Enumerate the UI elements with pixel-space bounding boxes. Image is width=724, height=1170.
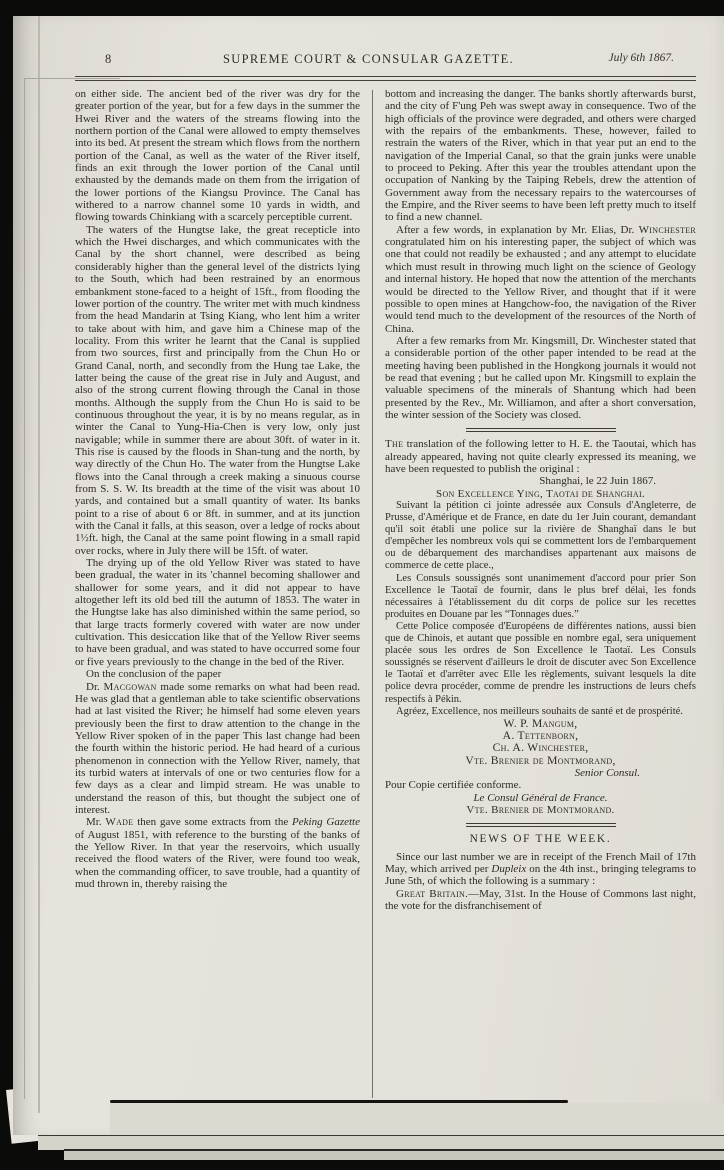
paragraph-yellow-river-drying: The drying up of the old Yellow River was stated to have been gradual, the water in its 'channel becoming shallower and shallower for some years, and it did not appear to have altogether left its old bed till the autumn of 1853. The water in the Hungtse lake has also diminished within the same period, so that large tracts formerly covered with water are now under cultivation. This desiccation like that of the Yellow River seems to have been gradual, and was stated to have occurred some four or five years previously to the change in the bed of the River. bbox=[75, 557, 360, 668]
paragraph-river-bed: on either side. The ancient bed of the river was dry for the greater portion of the year, but for a few days in the summer the Hwei River and the waters of the streams flowing into the northern portion of the Canal were allowed to empty themselves into its bed. At present the stream which flows from the northern portion of the Canal, as well as the water of the River itself, finds an exit through the lower portion of the Canal until exhausted by the demands made on them from the irrigation of the lower portions of the Kiangsu Province. The Canal has withered to a narrow channel some 10 yards in width, and flowing towards Chinkiang with a scarcely perceptible current. bbox=[75, 88, 360, 224]
article-columns bbox=[13, 88, 724, 1098]
page-title: SUPREME COURT & CONSULAR GAZETTE. bbox=[223, 52, 514, 66]
paragraph-macgowan: Dr. Macgowan made some remarks on what had been read. He was glad that a gentleman able to take scientific observations had at last visited the River; he himself had some eleven years previously been the first to draw attention to the change in the Yellow River spoken of in the paper This last change had been the fourth within the historic period. He had heard of a curious phenomenon in connection with the Yellow River, namely, that its turbid waters at intervals of one or two centuries flow for a few days as a clear and limpid stream. He was unable to understand the reason of this, but thought the subject one of interest. bbox=[75, 680, 360, 816]
paragraph-letter-intro: The translation of the following letter to H. E. the Taoutai, which has already appeared, having not quite clearly expressed its meaning, we have been requested to publish the original : bbox=[385, 438, 696, 475]
page-bottom-edge bbox=[110, 1100, 568, 1103]
letter-salutation: Son Excellence Ying, Taotai de Shanghai. bbox=[436, 487, 645, 500]
binding-edge-line bbox=[38, 16, 40, 1113]
certification-line: Pour Copie certifiée conforme. bbox=[385, 779, 522, 792]
underlying-page bbox=[110, 1103, 724, 1135]
paragraph-winchester: After a few words, in explanation by Mr. Elias, Dr. Winchester congratulated him on his interesting paper, the subject of which was one that could not readily be exhausted ; and any attempt to elucidate which must result in throwing much light on the science of Geology and internal history. He hoped that now the attention of the merchants would be directed to the Yellow River, and thought that if it were possible to open mines at Hangchow-foo, the navigation of the River would tend much to the development of the resources of the North of China. bbox=[385, 223, 696, 335]
consul-general-line: Le Consul Général de France. bbox=[473, 791, 608, 804]
paragraph-hungtse-lake: The waters of the Hungtse lake, the great recepticle into which the Hwei discharges, and which communicates with the Canal by the short channel, were described as being considerably higher than the general level of the districts lying to the South, which had been restrained by an enormous embankment stone-faced to a height of 15ft., from flooding the lower portion of the country. The writer met with much kindness from the head Mandarin at Tsing Kiang, who lent him a writer to take about with him, and gave him a Chinese map of the locality. From this writer he learnt that the Canal is supplied from two sources, first and principally from the Chun Ho or Grand Canal, north, and secondly from the Hung tae Lake, the latter being the cause of the great rise in July and August, and also of the strong current flowing through the Canal in those months. Although the supply from the Chun Ho is said to be continuous throughout the year, it is by no means regular, as in winter the Canal to Yung-Hia-Chen is very low, only just navigable; while in summer there are about 30ft. of water in it. This rise is caused by the floods in Shan-tung and the north, by way directly of the Chun Ho. The water from the Hungtse Lake flows into the Canal through a creek making a sinuous course from S. S. W. Its breadth at the time of the visit was about 10 yards, and contained but a small quantity of water. Its banks point to a rise of about 6 or 8ft. in summer, and at its junction with the Canal it falls, at this season, over a ledge of rocks about 1½ft. high, the Canal at the same point flowing in a small rapid over rocks, where in July there will be 15ft. of water. bbox=[75, 223, 360, 557]
paragraph-wade: Mr. Wade then gave some extracts from the Peking Gazette of August 1851, with reference to the bursting of the banks of the Yellow River. In that year the reservoirs, which usually received the flood waters of the River, were found too weak, when the commanding officer, to save trouble, had a quantity of mud thrown in, thereby raising the bbox=[75, 816, 360, 890]
signature-montmorand-certified: Vte. Brenier de Montmorand. bbox=[466, 804, 615, 817]
paragraph-banks-burst: bottom and increasing the danger. The banks shortly afterwards burst, and the city of F'ung Peh was swept away in consequence. Two of the high officials of the province were degraded, and others were charged with the repairs of the embankments. These, however, failed to restrain the waters of the River, which in that year put an end to the navigation of the Imperial Canal, so that the grain junks were unable to proceed to Peking. After this year the troubles attendant upon the occupation of Nanking by the Taiping Rebels, drew the attention of Government away from the necessary repairs to the watercourses of the Empire, and the River seems to have been left pretty much to itself to find a new channel. bbox=[385, 88, 696, 224]
newspaper-page bbox=[13, 16, 724, 1135]
page-stack-edge bbox=[38, 1135, 724, 1150]
signature-montmorand: Vte. Brenier de Montmorand, bbox=[465, 753, 616, 767]
binding-edge-line bbox=[24, 78, 25, 1099]
masthead-rule bbox=[75, 76, 696, 81]
letter-paragraph-police: Cette Police composée d'Européens de différentes nations, aussi bien que de Chinois, et autant que possible en nombre egal, sera uniquement placée sous les ordres de Son Excellence le Taotaï. Les Consuls soussignés se réservent d'ailleurs le droit de discuter avec Son Excellence le Taotaï et d'arrêter avec Elle les règlements, suivant lesquels la dite police devra procéder, comme de prendre les instructions de leurs chefs respectifs à Pékin. bbox=[385, 620, 696, 705]
binding-edge-line bbox=[24, 78, 120, 79]
paragraph-conclusion: On the conclusion of the paper bbox=[86, 668, 222, 681]
letter-paragraph-petition: Suivant la pétition ci jointe adressée aux Consuls d'Angleterre, de Prusse, d'Amérique et de France, en date du 1er Juin courant, demandant qu'il soit établi une police sur la rivière de Shanghaï dans le but d'empêcher les nombreux vols qui se commettent lors de l'embarquement ou de débarquement des marchandises appartenant aux maisons de commerce de cette place., bbox=[385, 500, 696, 572]
paragraph-kingsmill: After a few remarks from Mr. Kingsmill, Dr. Winchester stated that a considerable portion of the other paper intended to be read at the meeting having been published in the Hongkong journals it would not be read that evening ; but he called upon Mr. Kingsmill to explain the valuable specimens of the minerals of Shantung which had been presented by the Rev., Mr. Williamon, and after a short conversation, the winter session of the Society was closed. bbox=[385, 334, 696, 421]
letter-paragraph-closing: Agréez, Excellence, nos meilleurs souhaits de santé et de prospérité. bbox=[396, 705, 683, 717]
right-column bbox=[385, 88, 696, 1098]
paragraph-french-mail: Since our last number we are in receipt of the French Mail of 17th May, which arrived per Dupleix on the 4th inst., bringing telegrams to June 5th, of which the following is a summary : bbox=[385, 850, 696, 888]
signature-title: Senior Consul. bbox=[574, 767, 640, 780]
paragraph-great-britain: Great Britain.—May, 31st. In the House of Commons last night, the vote for the disfranchisement of bbox=[385, 887, 696, 913]
section-divider bbox=[466, 428, 616, 432]
section-divider bbox=[466, 823, 616, 827]
column-divider-rule bbox=[372, 90, 373, 1098]
letter-paragraph-consuls: Les Consuls soussignés sont unanimement d'accord pour prier Son Excellence le Taotaï de fournir, dans le plus bref délai, les fonds nécessaires à l'établissement du dit corps de police sur les recettes produites en Douane par les “Tonnages dues.” bbox=[385, 572, 696, 620]
left-column bbox=[75, 88, 360, 1098]
signature-mangum: W. P. Mangum, bbox=[503, 716, 578, 730]
signature-tettenborn: A. Tettenborn, bbox=[502, 729, 579, 743]
masthead bbox=[13, 52, 724, 72]
news-of-week-heading: NEWS OF THE WEEK. bbox=[469, 833, 612, 846]
signature-winchester: Ch. A. Winchester, bbox=[492, 741, 589, 755]
issue-date: July 6th 1867. bbox=[608, 52, 674, 64]
page-number: 8 bbox=[105, 52, 112, 66]
page-stack-edge bbox=[64, 1149, 724, 1160]
letter-dateline: Shanghai, le 22 Juin 1867. bbox=[539, 475, 656, 488]
